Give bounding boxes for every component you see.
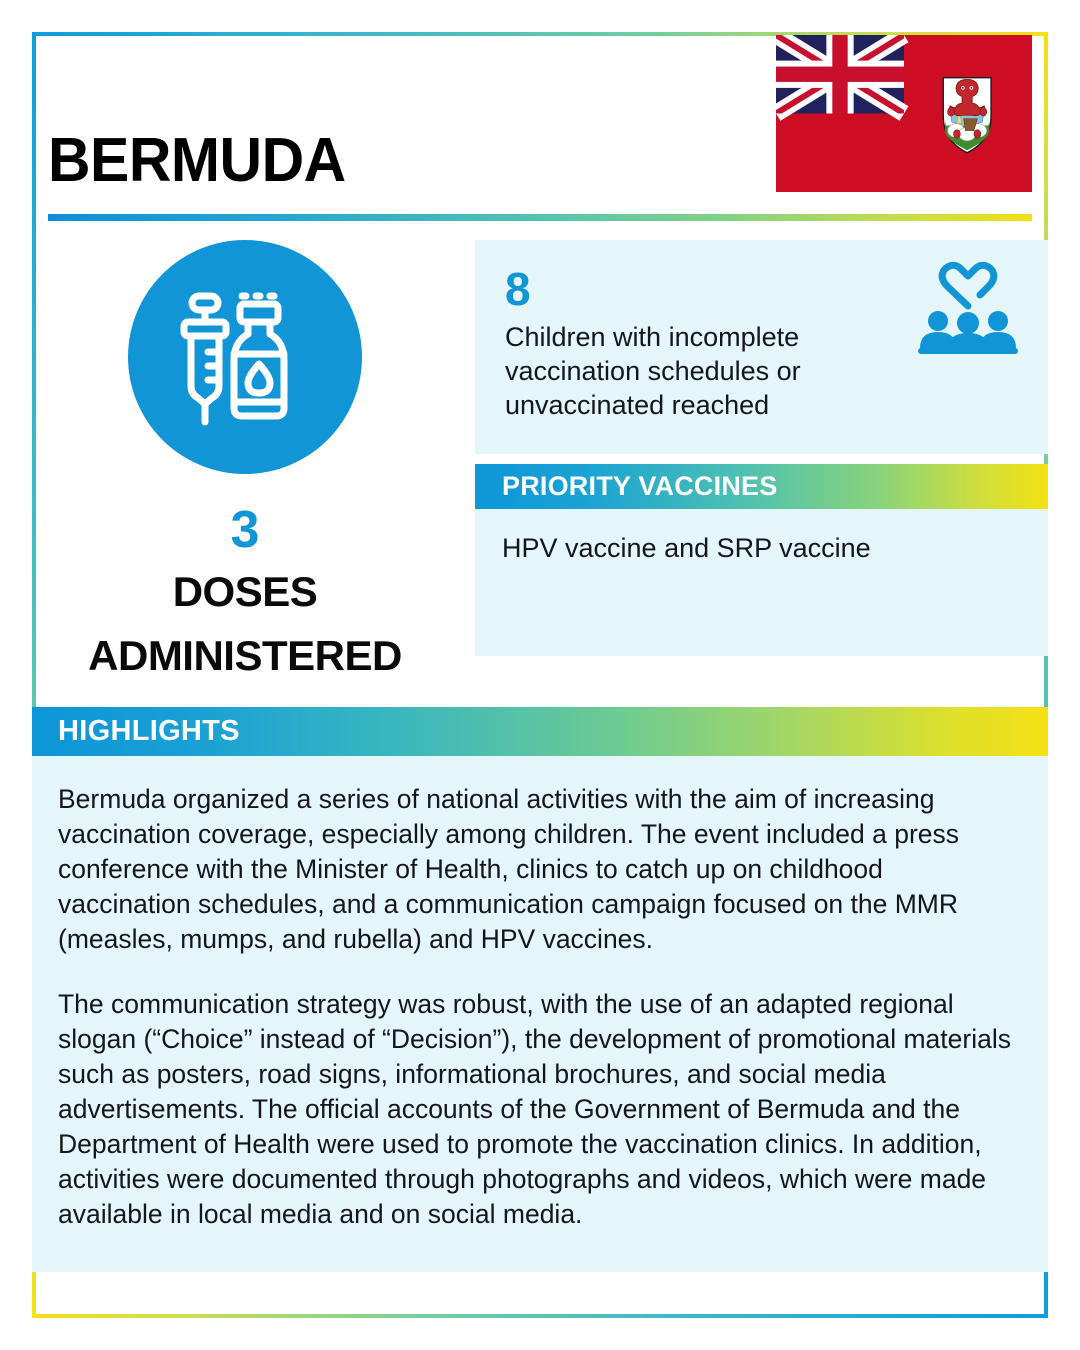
doses-label-line2: ADMINISTERED	[88, 632, 402, 679]
highlights-paragraph-2: The communication strategy was robust, with the use of an adapted regional slogan (“Choice” instead of “Decision”), the development of promotional materials such as posters, road signs, informational brochures, and social media advertisements. The official accounts of the Government of Bermuda and the Department of Health were used to promote the vaccination clinics. In addition, activities were documented through photographs and videos, which were made available in local media and on social media.	[58, 989, 1011, 1229]
priority-vaccines-card	[475, 464, 1048, 656]
poster-header	[32, 32, 1048, 224]
priority-vaccines-title: PRIORITY VACCINES	[502, 471, 778, 501]
children-reached-card	[475, 240, 1048, 454]
heart-over-people-icon	[916, 262, 1020, 358]
doses-icon-circle	[128, 240, 362, 474]
gradient-frame	[32, 32, 1048, 1318]
doses-label-line1: DOSES	[172, 568, 318, 615]
priority-vaccines-body: HPV vaccine and SRP vaccine	[502, 533, 871, 563]
highlights-title: HIGHLIGHTS	[58, 715, 240, 747]
bermuda-flag	[776, 35, 1032, 192]
highlights-body	[32, 756, 1048, 1272]
title-divider	[48, 214, 1032, 221]
page-title: BERMUDA	[48, 126, 346, 195]
children-reached-label: Children with incomplete vaccination schedules or unvaccinated reached	[505, 322, 801, 420]
priority-vaccines-band	[475, 464, 1048, 509]
right-column	[475, 240, 1048, 656]
doses-count: 3	[230, 501, 260, 559]
highlights-section	[32, 707, 1048, 1272]
highlights-band	[32, 707, 1048, 756]
doses-panel	[32, 240, 458, 684]
syringe-vial-icon	[170, 282, 320, 432]
highlights-paragraph-1: Bermuda organized a series of national activities with the aim of increasing vaccination coverage, especially among children. The event included a press conference with the Minister of Health, clinics to catch up on childhood vaccination schedules, and a communication campaign focused on the MMR (measles, mumps, and rubella) and HPV vaccines.	[58, 784, 960, 954]
children-reached-count: 8	[505, 263, 531, 315]
